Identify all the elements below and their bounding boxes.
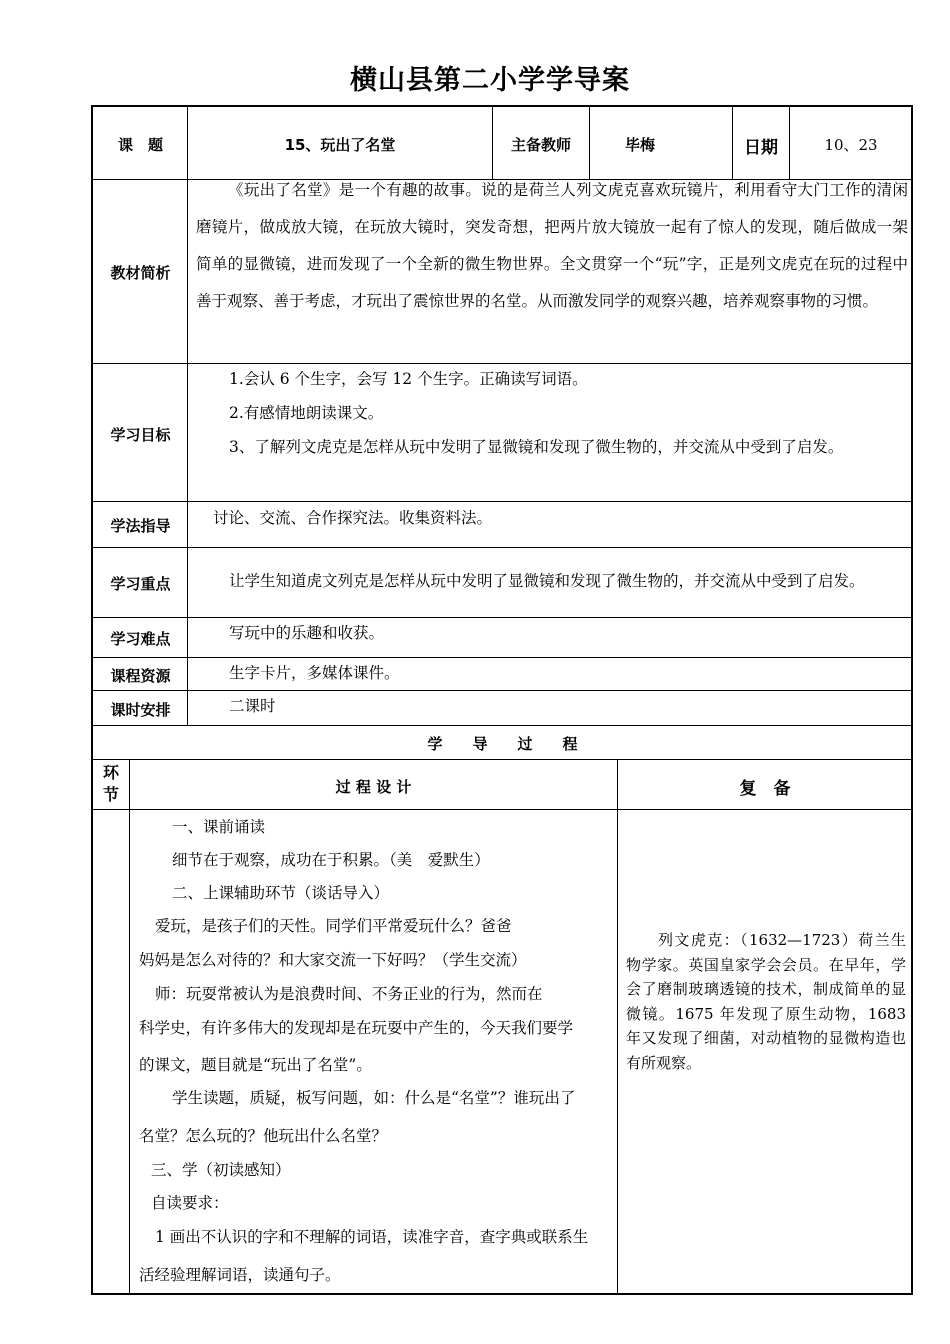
process-line: 三、学（初读感知） (151, 1161, 291, 1179)
process-line: 一、课前诵读 (172, 818, 266, 836)
date-label: 日期 (744, 138, 778, 158)
process-line: 师：玩耍常被认为是浪费时间、不务正业的行为，然而在 (155, 985, 543, 1003)
process-line: 自读要求： (151, 1194, 229, 1212)
process-line: 活经验理解词语，读通句子。 (139, 1266, 341, 1284)
key-text: 让学生知道虎文列克是怎样从玩中发明了显微镜和发现了微生物的，并交流从中受到了启发。 (229, 572, 865, 590)
row-divider (92, 657, 913, 658)
goals-label: 学习目标 (110, 426, 171, 444)
hours-text: 二课时 (229, 697, 276, 715)
process-line: 1 画出不认识的字和不理解的词语，读准字音，查字典或联系生 (155, 1228, 589, 1246)
date-value: 10、23 (824, 136, 878, 154)
row-divider (92, 759, 913, 760)
method-label: 学法指导 (110, 517, 171, 535)
key-label: 学习重点 (110, 575, 171, 593)
stage-column-header: 环节 (102, 763, 119, 804)
difficulty-label: 学习难点 (110, 630, 171, 648)
process-line: 名堂？怎么玩的？他玩出什么名堂？ (139, 1127, 388, 1145)
teacher-name: 毕梅 (624, 136, 655, 154)
process-line: 科学史，有许多伟大的发现却是在玩耍中产生的，今天我们要学 (139, 1019, 574, 1037)
resources-label: 课程资源 (110, 667, 171, 685)
method-text: 讨论、交流、合作探究法。收集资料法。 (213, 509, 493, 527)
row-divider (92, 690, 913, 691)
row-divider (92, 617, 913, 618)
topic-label: 课 题 (117, 136, 163, 154)
resources-text: 生字卡片，多媒体课件。 (229, 664, 400, 682)
column-divider (617, 759, 618, 1294)
process-line: 爱玩，是孩子们的天性。同学们平常爱玩什么？爸爸 (155, 917, 512, 935)
difficulty-text: 写玩中的乐趣和收获。 (229, 624, 385, 642)
goal-item: 3、了解列文虎克是怎样从玩中发明了显微镜和发现了微生物的，并交流从中受到了启发。 (229, 438, 844, 456)
row-divider (92, 547, 913, 548)
hours-label: 课时安排 (110, 701, 171, 719)
intro-label: 教材简析 (110, 264, 171, 282)
teacher-label: 主备教师 (510, 136, 571, 154)
goal-item: 1.会认 6 个生字，会写 12 个生字。正确读写词语。 (229, 370, 588, 388)
process-line: 学生读题，质疑，板写问题，如：什么是“名堂”？谁玩出了 (172, 1089, 576, 1107)
process-section-title: 学 导 过 程 (427, 735, 578, 753)
prep-note: 列文虎克：（1632—1723）荷兰生物学家。英国皇家学会会员。在早年，学会了磨制玻璃透镜的技术，制成简单的显微镜。1675 年发现了原生动物，1683 年又发现了细菌，对动植物的显微构造也有所观察。 (626, 931, 906, 1072)
intro-text: 《玩出了名堂》是一个有趣的故事。说的是荷兰人列文虎克喜欢玩镜片，利用看守大门工作的清闲磨镜片，做成放大镜，在玩放大镜时，突发奇想，把两片放大镜放一起有了惊人的发现，随后做成一架简单的显微镜，进而发现了一个全新的微生物世界。全文贯穿一个“玩”字，正是列文虎克在玩的过程中善于观察、善于考虑，才玩出了震惊世界的名堂。从而激发同学的观察兴趣，培养观察事物的习惯。 (196, 181, 908, 310)
process-line: 妈妈是怎么对待的？和大家交流一下好吗？（学生交流） (139, 951, 527, 969)
process-line: 细节在于观察，成功在于积累。（美 爱默生） (172, 851, 490, 869)
goal-item: 2.有感情地朗读课文。 (229, 404, 384, 422)
row-divider (92, 363, 913, 364)
process-line: 二、上课辅助环节（谈话导入） (172, 884, 390, 902)
design-column-header: 过 程 设 计 (335, 778, 412, 796)
row-divider (92, 809, 913, 810)
column-divider (129, 759, 130, 1294)
document-title: 横山县第二小学学导案 (350, 65, 630, 96)
lesson-title: 15、玩出了名堂 (284, 136, 396, 154)
row-divider (92, 725, 913, 726)
row-divider (92, 501, 913, 502)
process-line: 的课文，题目就是“玩出了名堂”。 (139, 1056, 372, 1074)
prep-column-header: 复 备 (739, 779, 791, 799)
